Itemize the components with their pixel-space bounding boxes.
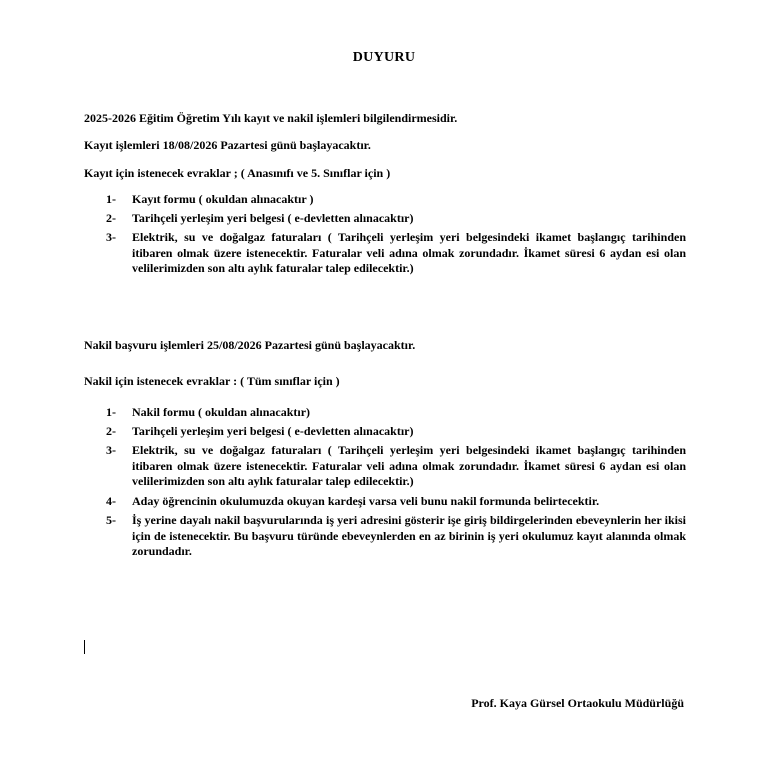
- list-item-number: 5-: [106, 513, 116, 527]
- list-item-number: 2-: [106, 424, 116, 438]
- list-item-number: 3-: [106, 443, 116, 457]
- list-item-number: 1-: [106, 405, 116, 419]
- list-item-number: 2-: [106, 211, 116, 225]
- transfer-start-text: Nakil başvuru işlemleri 25/08/2026 Pazartesi günü başlayacaktır.: [84, 338, 416, 352]
- registration-start-text: Kayıt işlemleri 18/08/2026 Pazartesi günü başlayacaktır.: [84, 138, 371, 152]
- list-item: [84, 513, 686, 560]
- list-item: [84, 443, 686, 490]
- list-item-number: 3-: [106, 230, 116, 244]
- list-item-number: 4-: [106, 493, 116, 508]
- list-item: [84, 424, 686, 443]
- list-item-number: 1-: [106, 192, 116, 206]
- document-title: DUYURU: [352, 50, 416, 65]
- list-item-text: Elektrik, su ve doğalgaz faturaları ( Tarihçeli yerleşim yeri belgesindeki ikamet başlangıç tarihinden itibaren olmak üzere istenecektir. Faturalar veli adına olmak zorundadır. İkamet süresi 6 aydan esi olan velilerimizden son altı aylık faturalar talep edilecektir.): [132, 443, 686, 488]
- list-item: [84, 211, 686, 230]
- signature: Prof. Kaya Gürsel Ortaokulu Müdürlüğü: [471, 696, 684, 710]
- registration-docs-list: [84, 192, 686, 277]
- list-item: [84, 494, 686, 510]
- transfer-docs-list: [84, 405, 686, 560]
- list-item-text: Kayıt formu ( okuldan alınacaktır ): [132, 192, 314, 206]
- list-item-text: Tarihçeli yerleşim yeri belgesi ( e-devletten alınacaktır): [132, 211, 414, 225]
- text-cursor: [84, 640, 85, 654]
- list-item-text: Aday öğrencinin okulumuzda okuyan kardeşi varsa veli bunu nakil formunda belirtecektir.: [132, 493, 600, 508]
- intro-text: 2025-2026 Eğitim Öğretim Yılı kayıt ve nakil işlemleri bilgilendirmesidir.: [84, 111, 458, 125]
- list-item: [84, 230, 686, 277]
- list-item-text: Tarihçeli yerleşim yeri belgesi ( e-devletten alınacaktır): [132, 424, 414, 438]
- list-item-text: Nakil formu ( okuldan alınacaktır): [132, 405, 311, 419]
- list-item-text: İş yerine dayalı nakil başvurularında iş yeri adresini gösterir işe giriş bildirgelerinden ebeveynlerin her ikisi için de istenecektir. Bu başvuru türünde ebeveynlerden en az birinin iş yeri okulumuz kayıt alanında olmak zorundadır.: [132, 513, 686, 558]
- registration-docs-heading: Kayıt için istenecek evraklar ; ( Anasınıfı ve 5. Sınıflar için ): [84, 166, 391, 180]
- list-item: [84, 192, 686, 211]
- list-item: [84, 405, 686, 424]
- list-item-text: Elektrik, su ve doğalgaz faturaları ( Tarihçeli yerleşim yeri belgesindeki ikamet başlangıç tarihinden itibaren olmak üzere istenecektir. Faturalar veli adına olmak zorundadır. İkamet süresi 6 aydan esi olan velilerimizden son altı aylık faturalar talep edilecektir.): [132, 230, 686, 275]
- transfer-docs-heading: Nakil için istenecek evraklar : ( Tüm sınıflar için ): [84, 374, 340, 388]
